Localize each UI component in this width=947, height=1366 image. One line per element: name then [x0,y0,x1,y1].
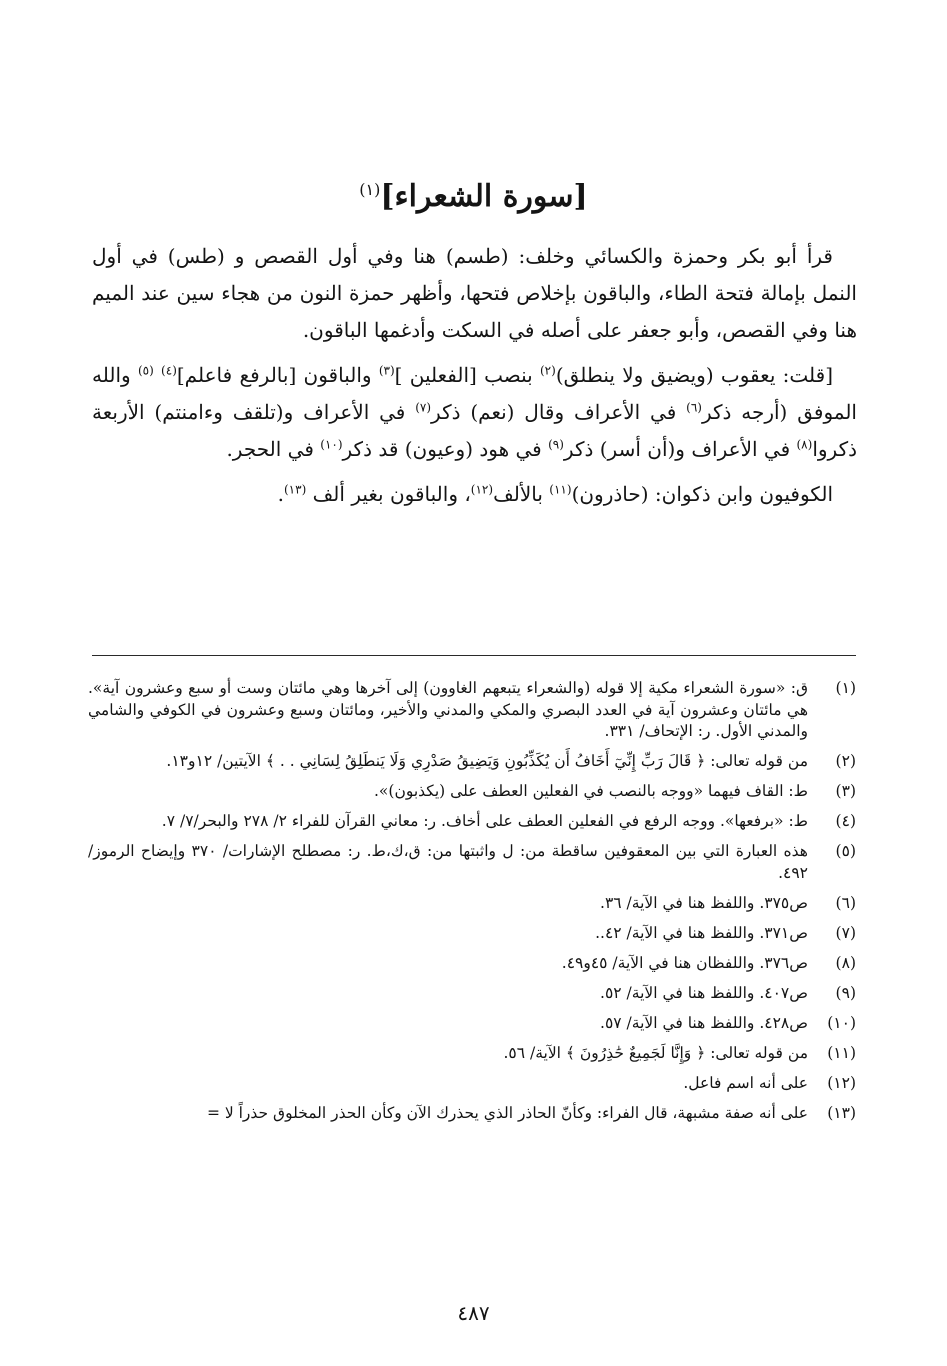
page-number: ٤٨٧ [457,1301,490,1325]
footnote-item [88,983,856,1005]
text-run: في هود (وعيون) قد ذكر [342,437,549,461]
footnote-number: (٤) [835,812,856,830]
footnotes [88,678,856,1133]
footnote-item [88,1013,856,1035]
main-text [92,238,857,521]
footnote-text: ص٣٧١. واللفظ هنا في الآية/ ٤٢.. [595,923,808,942]
footnote-item [88,1043,856,1065]
footnote-ref: (٦) [686,400,702,415]
footnote-item [88,678,856,743]
footnote-item [88,751,856,773]
text-run: ، والباقون بغير ألف [306,482,471,506]
footnote-number: (٧) [835,923,856,942]
footnote-item [88,841,856,884]
footnote-item [88,923,856,945]
footnote-number: (٦) [835,893,856,912]
footnote-ref: (٥) [137,363,154,378]
footnote-number: (١) [835,679,856,697]
text-run: والباقون [بالرفع فاعلم] [176,363,379,387]
footnote-text: على أنه اسم فاعل. [683,1073,808,1092]
footnote-item [88,1103,856,1125]
footnote-ref: (٢) [539,363,556,378]
footnote-ref: (٣) [378,363,395,378]
footnote-number: (٢) [835,752,856,770]
text-run: الكوفيون وابن ذكوان: (حاذرون) [571,482,833,506]
footnote-text: ص٣٧٦. واللفظان هنا في الآية/ ٤٥و٤٩. [561,953,808,972]
footnote-number: (١١) [827,1043,856,1062]
text-run: بنصب [الفعلين ] [394,363,540,387]
text-run: . [277,482,284,506]
text-run: بالألف [493,482,550,506]
footnote-number: (٣) [835,782,856,800]
text-run [154,363,161,387]
footnote-text: ص٤٢٨. واللفظ هنا في الآية/ ٥٧. [600,1013,808,1032]
footnote-divider [92,655,856,656]
text-run: في الأعراف و(تلقف وءامنتم) الأربعة ذكروا [92,400,857,461]
footnote-ref: (١٣) [283,482,307,497]
text-run: [قلت: يعقوب (ويضيق ولا ينطلق) [555,363,834,387]
footnote-item [88,781,856,803]
paragraph-2 [92,357,857,468]
footnote-number: (٥) [835,842,856,860]
footnote-number: (٨) [835,953,856,972]
footnote-text: هذه العبارة التي بين المعقوفين ساقطة من: ل واثبتها من: ق،ك،ط. ر: مصطلح الإشارات/ ٣٧٠ وإيضاح الرموز/ ٤٩٢. [88,842,808,882]
paragraph-1: قرأ أبو بكر وحمزة والكسائي وخلف: (طسم) هنا وفي أول القصص و (طس) في أول النمل بإمالة فتحة الطاء، والباقون بإخلاص فتحها، وأظهر حمزة النون من هجاء سين عند الميم هنا وفي القصص، وأبو جعفر على أصله في السكت وأدغمها الباقون. [92,244,857,342]
footnote-item [88,893,856,915]
footnote-ref: (٩) [548,437,564,452]
footnote-ref: (٨) [796,437,813,452]
paragraph-3 [92,476,857,513]
footnote-item [88,811,856,833]
footnote-ref: (٤) [161,363,177,378]
footnote-item [88,1073,856,1095]
footnote-text: ص٣٧٥. واللفظ هنا في الآية/ ٣٦. [600,893,808,912]
footnote-text: ط: «برفعها». ووجه الرفع في الفعلين العطف على أخاف. ر: معاني القرآن للفراء ٢/ ٢٧٨ والبحر/٧/ ٧. [161,812,808,830]
footnote-ref: (١٠) [320,437,343,452]
surah-title: [سورة الشعراء] [380,179,588,214]
footnote-number: (١٣) [827,1103,856,1122]
footnote-text: ق: «سورة الشعراء مكية إلا قوله (والشعراء يتبعهم الغاوون) إلى آخرها وهي مائتان وست أو سبع وعشرون آية». هي مائتان وعشرون آية في العدد البصري والمكي والمدني والأخير، ومائتان وسبع وعشرون في الكوفي والشامي والمدني الأول. ر: الإتحاف/ ٣٣١. [88,679,808,740]
surah-heading [0,168,947,219]
footnote-text: ص٤٠٧. واللفظ هنا في الآية/ ٥٢. [600,983,808,1002]
footnote-text: ط: القاف فيهما «ووجه بالنصب في الفعلين العطف على (يكذبون)». [374,782,808,800]
footnote-ref: (١) [359,180,381,199]
footnote-ref: (٧) [415,400,432,415]
footnote-ref: (١١) [549,482,572,497]
text-run: والله الموفق (أرجه ذكر [92,363,857,424]
footnote-item [88,953,856,975]
footnote-text: من قوله تعالى: ﴿ وَإِنَّا لَجَمِيعٌ حَٰذِرُونَ ﴾ الآية/ ٥٦. [503,1043,808,1062]
text-run: في الأعراف وقال (نعم) ذكر [431,400,687,424]
footnote-number: (١٠) [827,1013,856,1032]
text-run: في الأعراف و(أن أسر) ذكر [563,437,797,461]
footnote-ref: (١٢) [470,482,494,497]
text-run: في الحجر. [226,437,321,461]
footnote-number: (١٢) [827,1073,856,1092]
footnote-number: (٩) [835,983,856,1002]
footnote-text: على أنه صفة مشبهة، قال الفراء: وكأنّ الحاذر الذي يحذرك الآن وكأن الحذر المخلوق حذراً لا = [206,1103,808,1122]
footnote-text: من قوله تعالى: ﴿ قَالَ رَبِّ إِنِّيٓ أَخَافُ أَن يُكَذِّبُونِ وَيَضِيقُ صَدْرِي وَلَا يَنطَلِقُ لِسَانِي . . ﴾ الآيتين/ ١٢و١٣. [166,752,808,770]
